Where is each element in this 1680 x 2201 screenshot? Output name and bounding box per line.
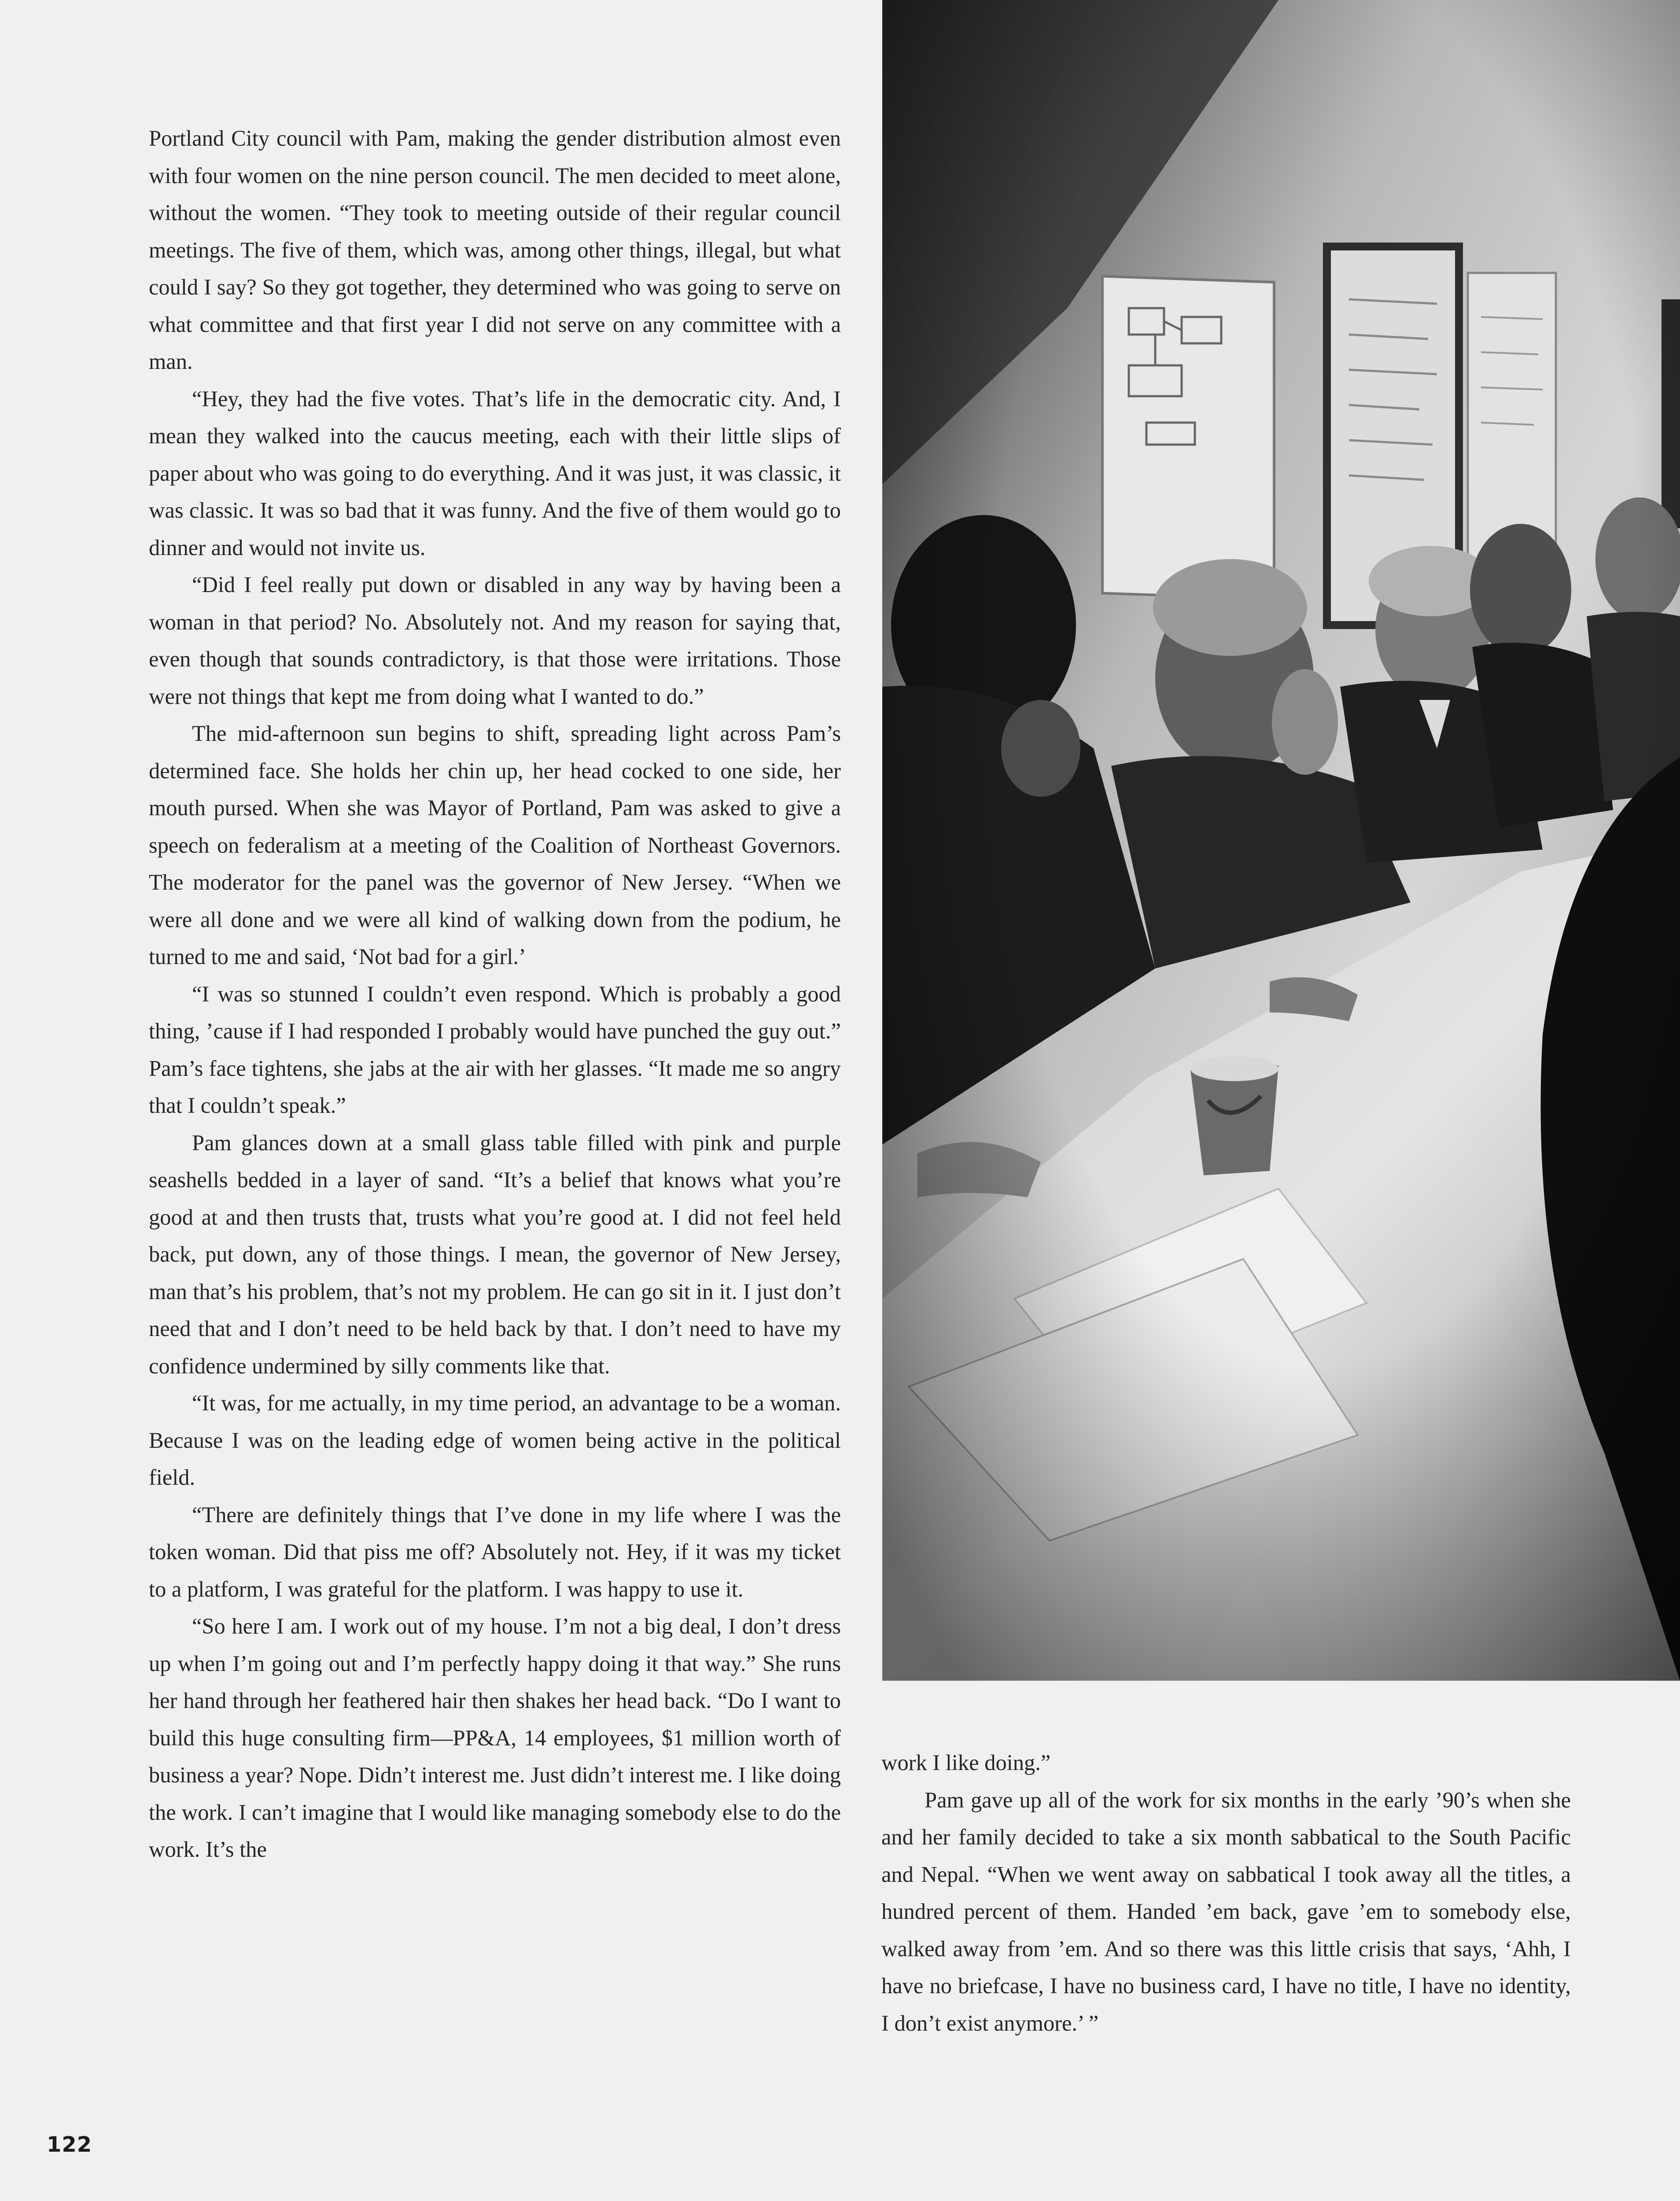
paragraph: Pam gave up all of the work for six months in the early ’90’s when she and her family decided to take a six month sabbatical to the South Pacific and Nepal. “When we went away on sabbatical I took away all the titles, a hundred percent of them. Handed ’em back, gave ’em to somebody else, walked away from ’em. And so there was this little crisis that says, ‘Ahh, I have no briefcase, I have no business card, I have no title, I have no identity, I don’t exist anymore.’ ” [881,1787,1571,2035]
paragraph: “It was, for me actually, in my time period, an advantage to be a woman. Because I was on the leading edge of women being active in the political field. [149,1391,841,1490]
paragraph: “I was so stunned I couldn’t even respond. Which is probably a good thing, ’cause if I had responded I probably would have punched the guy out.” Pam’s face tightens, she jabs at the air with her glasses. “It made me so angry that I couldn’t speak.” [149,981,841,1118]
text-column-right [881,1744,1571,2042]
paragraph: work I like doing.” [881,1750,1051,1775]
paragraph: The mid-afternoon sun begins to shift, spreading light across Pam’s determined face. She holds her chin up, her head cocked to one side, her mouth pursed. When she was Mayor of Portland, Pam was asked to give a speech on federalism at a meeting of the Coalition of Northeast Governors. The moderator for the panel was the governor of New Jersey. “When we were all done and we were all kind of walking down from the podium, he turned to me and said, ‘Not bad for a girl.’ [149,721,841,969]
paragraph: “Did I feel really put down or disabled in any way by having been a woman in that period? No. Absolutely not. And my reason for saying that, even though that sounds contradictory, is that those were irritations. Those were not things that kept me from doing what I wanted to do.” [149,572,841,709]
text-column-left [149,120,841,1868]
paragraph: “So here I am. I work out of my house. I’m not a big deal, I don’t dress up when I’m going out and I’m perfectly happy doing it that way.” She runs her hand through her feathered hair then shakes her head back. “Do I want to build this huge consulting firm—PP&A, 14 employees, $1 million worth of business a year? Nope. Didn’t interest me. Just didn’t interest me. I like doing the work. I can’t imagine that I would like managing somebody else to do the work. It’s the [149,1614,841,1862]
paragraph: Portland City council with Pam, making the gender distribution almost even with four women on the nine person council. The men decided to meet alone, without the women. “They took to meeting outside of their regular council meetings. The five of them, which was, among other things, illegal, but what could I say? So they got together, they determined who was going to serve on what committee and that first year I did not serve on any committee with a man. [149,126,841,374]
paragraph: Pam glances down at a small glass table filled with pink and purple seashells bedded in a layer of sand. “It’s a belief that knows what you’re good at and then trusts that, trusts what you’re good at. I did not feel held back, put down, any of those things. I mean, the governor of New Jersey, man that’s his problem, that’s not my problem. He can go sit in it. I just don’t need that and I don’t need to be held back by that. I don’t need to have my confidence undermined by silly comments like that. [149,1130,841,1378]
meeting-photograph [882,0,1680,1681]
paragraph: “There are definitely things that I’ve done in my life where I was the token woman. Did that piss me off? Absolutely not. Hey, if it was my ticket to a platform, I was grateful for the platform. I was happy to use it. [149,1502,841,1601]
paragraph: “Hey, they had the five votes. That’s life in the democratic city. And, I mean they walked into the caucus meeting, each with their little slips of paper about who was going to do everything. And it was just, it was classic, it was classic. It was so bad that it was funny. And the five of them would go to dinner and would not invite us. [149,386,841,560]
page-number: 122 [47,2132,92,2157]
